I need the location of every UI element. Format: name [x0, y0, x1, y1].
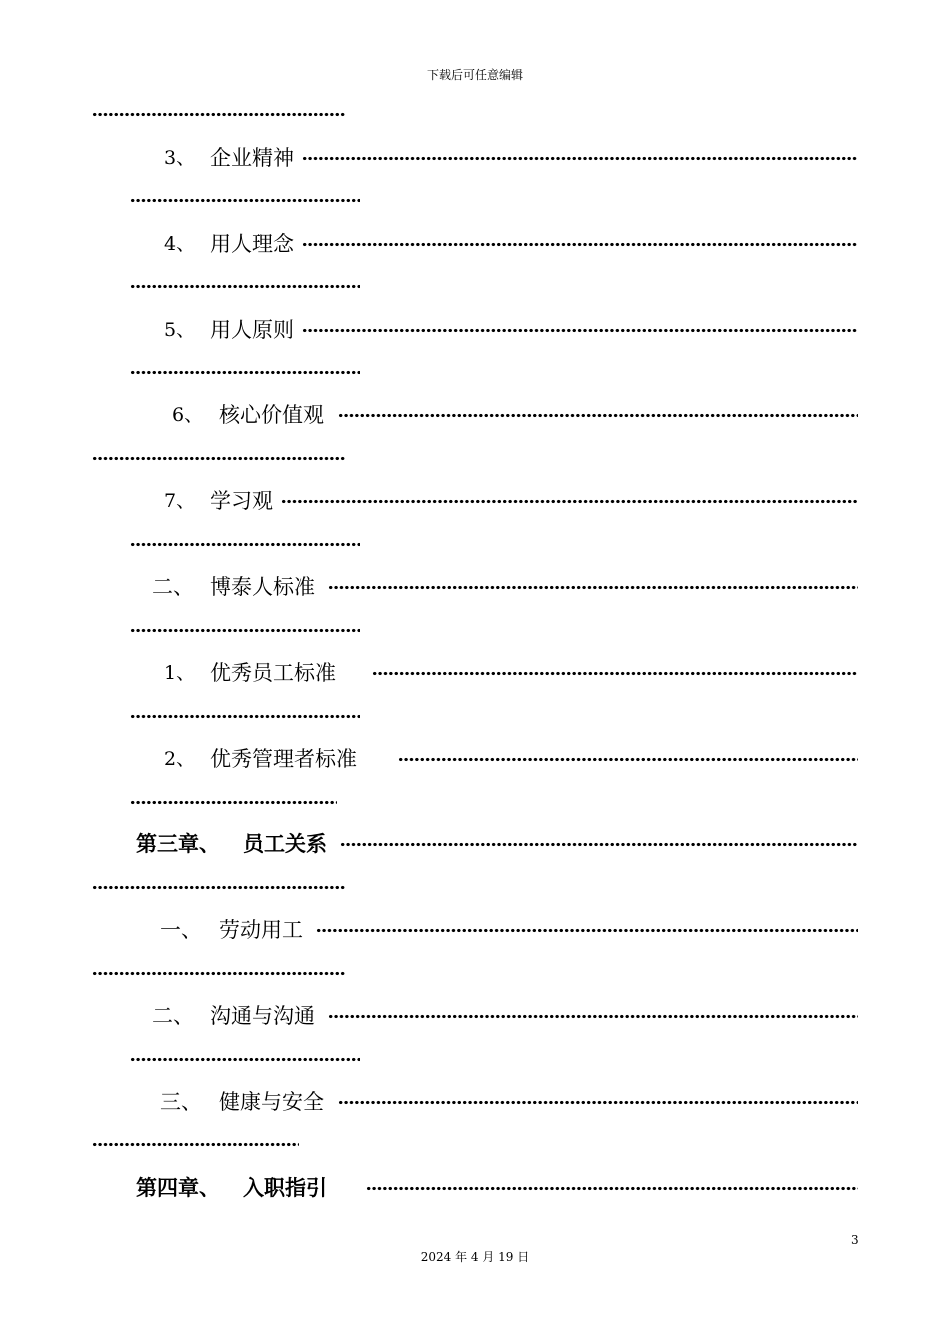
toc-chapter-entry[interactable]	[0, 829, 950, 859]
toc-entry[interactable]	[0, 658, 950, 688]
toc-entry[interactable]	[0, 744, 950, 774]
footer-date: 2024 年 4 月 19 日	[420, 1250, 530, 1264]
toc-leader	[340, 842, 858, 847]
toc-leader-continuation	[92, 112, 345, 117]
toc-leader-continuation	[130, 198, 360, 203]
toc-entry[interactable]	[0, 400, 950, 430]
toc-leader	[338, 413, 858, 418]
toc-entry-title: 健康与安全	[219, 1090, 324, 1114]
toc-leader	[328, 1014, 858, 1019]
toc-leader-continuation	[130, 1057, 360, 1062]
page-header: 下载后可任意编辑	[426, 68, 523, 82]
toc-leader-continuation	[130, 542, 360, 547]
toc-entry[interactable]	[0, 143, 950, 173]
toc-leader	[366, 1186, 858, 1191]
toc-entry-number: 5、	[164, 319, 196, 341]
toc-leader	[302, 328, 858, 333]
toc-entry[interactable]	[0, 1001, 950, 1031]
toc-entry[interactable]	[0, 486, 950, 516]
toc-entry-number: 一、	[160, 918, 202, 942]
toc-chapter-title: 入职指引	[243, 1176, 327, 1200]
toc-entry-title: 用人原则	[210, 318, 294, 342]
toc-entry[interactable]	[0, 572, 950, 602]
toc-entry-number: 三、	[160, 1090, 202, 1114]
toc-entry[interactable]	[0, 229, 950, 259]
toc-leader	[338, 1100, 858, 1105]
toc-leader-continuation	[130, 628, 360, 633]
toc-leader-continuation	[130, 284, 360, 289]
toc-entry[interactable]	[0, 315, 950, 345]
toc-entry-title: 企业精神	[210, 146, 294, 170]
toc-entry[interactable]	[0, 915, 950, 945]
toc-entry-number: 4、	[164, 233, 196, 255]
page-number: 3	[851, 1233, 859, 1247]
toc-entry-title: 劳动用工	[219, 918, 303, 942]
toc-leader-continuation	[92, 971, 345, 976]
toc-leader-continuation	[130, 800, 337, 805]
toc-leader	[316, 928, 858, 933]
toc-entry-title: 用人理念	[210, 232, 294, 256]
toc-entry-title: 核心价值观	[219, 403, 324, 427]
toc-entry-title: 优秀管理者标准	[210, 747, 357, 771]
toc-entry-number: 二、	[152, 575, 194, 599]
toc-leader-continuation	[92, 885, 345, 890]
toc-leader-continuation	[130, 370, 360, 375]
toc-entry-title: 优秀员工标准	[210, 661, 336, 685]
toc-entry-title: 沟通与沟通	[210, 1004, 315, 1028]
toc-entry-number: 二、	[152, 1004, 194, 1028]
toc-chapter-title: 员工关系	[243, 832, 327, 856]
toc-chapter-number: 第三章、	[136, 832, 220, 856]
toc-entry-number: 3、	[164, 147, 196, 169]
toc-entry-title: 博泰人标准	[210, 575, 315, 599]
toc-chapter-number: 第四章、	[136, 1176, 220, 1200]
toc-entry-number: 1、	[164, 662, 196, 684]
toc-leader-continuation	[130, 714, 360, 719]
toc-entry-title: 学习观	[210, 489, 273, 513]
toc-entry-number: 7、	[164, 490, 196, 512]
toc-leader	[328, 585, 858, 590]
toc-entry-number: 6、	[172, 404, 204, 426]
toc-leader	[302, 242, 858, 247]
toc-chapter-entry[interactable]	[0, 1173, 950, 1203]
toc-leader	[398, 757, 858, 762]
toc-leader	[302, 156, 858, 161]
toc-leader	[281, 499, 858, 504]
toc-leader	[372, 671, 858, 676]
toc-leader-continuation	[92, 1142, 299, 1147]
toc-leader-continuation	[92, 456, 345, 461]
toc-entry-number: 2、	[164, 748, 196, 770]
toc-entry[interactable]	[0, 1087, 950, 1117]
